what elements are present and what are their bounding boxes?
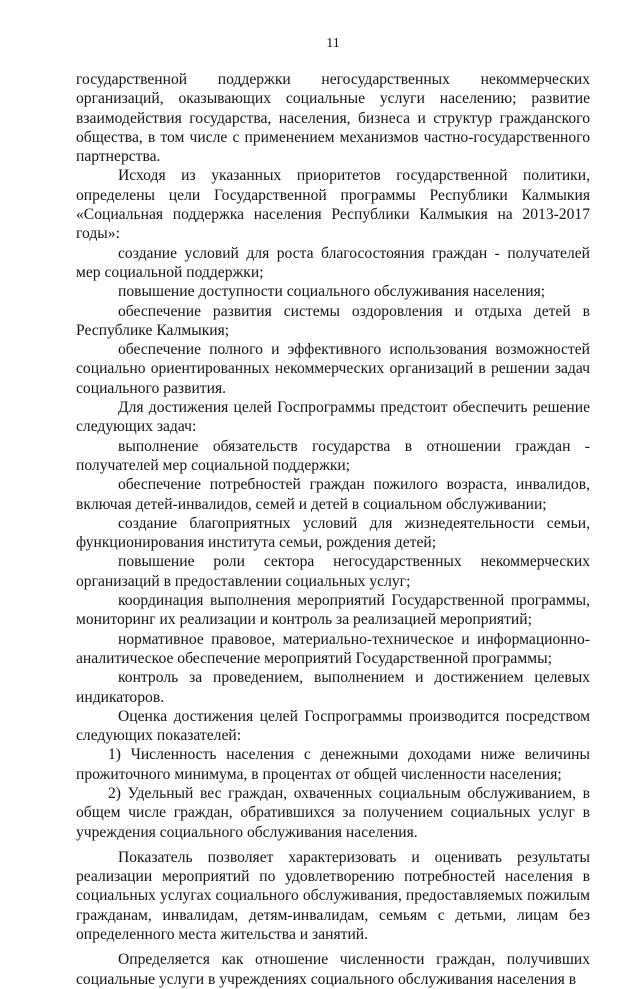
task-item: создание благоприятных условий для жизнедеятельности семьи, функционирования института семьи, рождения детей;: [76, 514, 590, 552]
indicator-item: 2) Удельный вес граждан, охваченных социальным обслуживанием, в общем числе граждан, обратившихся за получением социальных услуг в учреждения социального обслуживания населения.: [76, 784, 590, 841]
paragraph-goals-intro: Исходя из указанных приоритетов государственной политики, определены цели Государственной программы Республики Калмыкия «Социальная поддержка населения Республики Калмыкия на 2013-2017 годы»:: [76, 167, 590, 243]
paragraph-continuation: государственной поддержки негосударственных некоммерческих организаций, оказывающих социальные услуги населению; развитие взаимодействия государства, населения, бизнеса и структур гражданского общества, в том числе с применением механизмов частно-государственного партнерства.: [76, 71, 590, 166]
paragraph-indicators-intro: Оценка достижения целей Госпрограммы производится посредством следующих показателей:: [76, 707, 590, 745]
paragraph-definition: Определяется как отношение численности граждан, получивших социальные услуги в учреждениях социального обслуживания населения в: [76, 951, 590, 988]
task-item: нормативное правовое, материально-техническое и информационно-аналитическое обеспечение мероприятий Государственной программы;: [76, 630, 590, 667]
goal-item: обеспечение полного и эффективного использования возможностей социально ориентированных некоммерческих организаций в решении задач социального развития.: [76, 341, 590, 397]
goal-item: повышение доступности социального обслуживания населения;: [118, 283, 546, 301]
paragraph-indicator-description: Показатель позволяет характеризовать и оценивать результаты реализации мероприятий по удовлетворению потребностей населения в социальных услугах социального обслуживания, предоставляемых пожилым гражданам, инвалидам, детям-инвалидам, семьям с детьми, лицам без определенного места жительства и занятий.: [76, 848, 590, 944]
task-item: выполнение обязательств государства в отношении граждан - получателей мер социальной поддержки;: [76, 437, 590, 474]
task-item: контроль за проведением, выполнением и достижением целевых индикаторов.: [76, 669, 590, 706]
paragraph-tasks-intro: Для достижения целей Госпрограммы предстоит обеспечить решение следующих задач:: [76, 399, 590, 436]
task-item: повышение роли сектора негосударственных некоммерческих организаций в предоставлении социальных услуг;: [76, 553, 590, 590]
goal-item: обеспечение развития системы оздоровления и отдыха детей в Республике Калмыкия;: [76, 302, 590, 339]
indicator-item: 1) Численность населения с денежными доходами ниже величины прожиточного минимума, в процентах от общей численности населения;: [76, 746, 590, 783]
task-item: координация выполнения мероприятий Государственной программы, мониторинг их реализации и контроль за реализацией мероприятий;: [76, 592, 590, 629]
document-body: [76, 70, 590, 989]
page-number: 11: [326, 36, 340, 51]
goal-item: создание условий для роста благосостояния граждан - получателей мер социальной поддержки;: [76, 244, 590, 281]
task-item: обеспечение потребностей граждан пожилого возраста, инвалидов, включая детей-инвалидов, семей и детей в социальном обслуживании;: [76, 476, 590, 513]
